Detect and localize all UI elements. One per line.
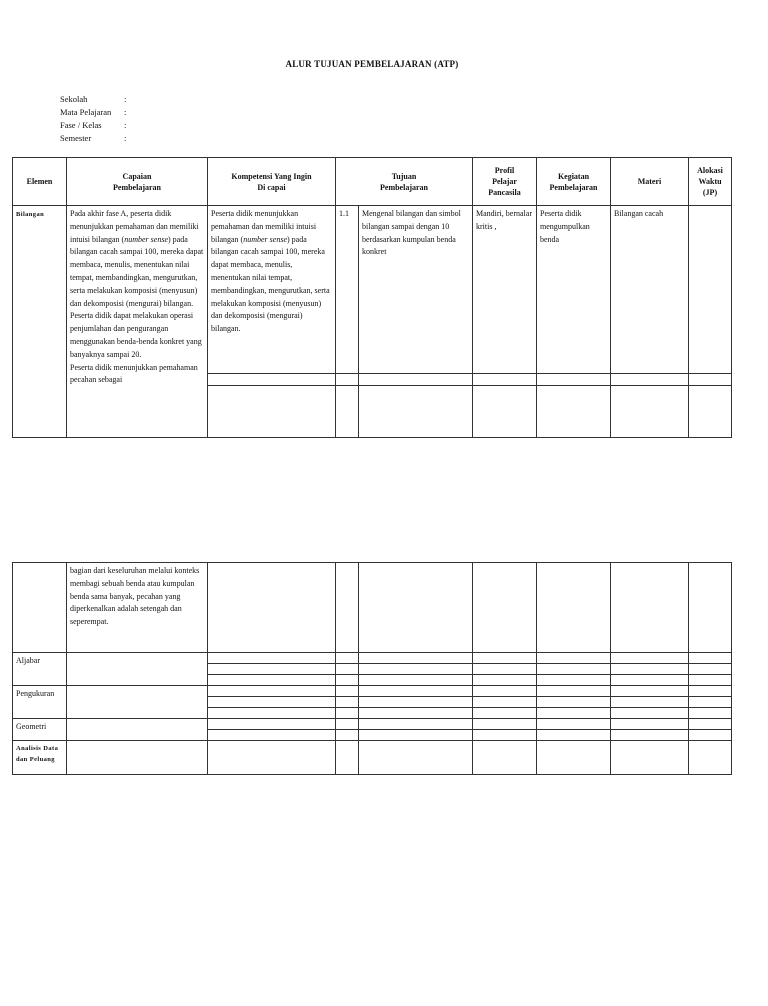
header-tujuan: Tujuan Pembelajaran <box>336 158 473 206</box>
header-alokasi: Alokasi Waktu (JP) <box>689 158 732 206</box>
cell-capaian-continued: bagian dari keseluruhan melalui konteks membagi sebuah benda atau kumpulan benda sama banyak, pecahan yang diperkenalkan adalah setengah dan seperempat. <box>67 563 208 653</box>
meta-sep: : <box>124 94 127 104</box>
meta-row-semester <box>60 132 134 145</box>
capaian-paragraph: Peserta didik dapat melakukan operasi penjumlahan dan pengurangan menggunakan benda-benda konkret yang banyaknya sampai 20. <box>70 311 202 359</box>
meta-sep: : <box>124 107 127 117</box>
table-row <box>13 686 732 697</box>
table-row <box>13 563 732 653</box>
cell-materi: Bilangan cacah <box>611 206 689 374</box>
cell-capaian <box>67 206 208 438</box>
cell-profil: Mandiri, bernalar kritis , <box>473 206 537 374</box>
meta-label: Sekolah <box>60 94 88 104</box>
header-elemen: Elemen <box>13 158 67 206</box>
meta-sep: : <box>124 133 127 143</box>
cell-elemen-bilangan: Bilangan <box>13 206 67 438</box>
table-row <box>13 653 732 664</box>
cell-alokasi <box>689 206 732 374</box>
atp-table-continued <box>12 562 732 775</box>
header-kompetensi: Kompetensi Yang Ingin Di capai <box>208 158 336 206</box>
capaian-paragraph: Pada akhir fase A, peserta didik menunjukkan pemahaman dan memiliki intuisi bilangan (number sense) pada bilangan cacah sampai 100, mereka dapat membaca, menulis, menentukan nilai tempat, membandingkan, mengurutkan, serta melakukan komposisi (menyusun) dan dekomposisi (mengurai) bilangan. <box>70 209 204 308</box>
meta-label: Fase / Kelas <box>60 120 102 130</box>
header-kegiatan: Kegiatan Pembelajaran <box>537 158 611 206</box>
header-profil: Profil Pelajar Pancasila <box>473 158 537 206</box>
table-row <box>13 741 732 775</box>
cell-tujuan: Mengenal bilangan dan simbol bilangan sampai dengan 10 berdasarkan kumpulan benda konkret <box>359 206 473 374</box>
table-row <box>13 719 732 730</box>
meta-label: Semester <box>60 133 92 143</box>
meta-row-mapel <box>60 106 134 119</box>
cell-elemen-geometri: Geometri <box>13 719 67 741</box>
table-row <box>13 206 732 374</box>
identity-block <box>60 93 134 145</box>
meta-row-sekolah <box>60 93 134 106</box>
atp-table <box>12 157 732 438</box>
header-materi: Materi <box>611 158 689 206</box>
cell-elemen-analisis: Analisis Data dan Peluang <box>13 741 67 775</box>
cell-nomor: 1.1 <box>336 206 359 374</box>
page-title: ALUR TUJUAN PEMBELAJARAN (ATP) <box>285 59 459 69</box>
header-row <box>13 158 732 206</box>
header-capaian: Capaian Pembelajaran <box>67 158 208 206</box>
cell-kompetensi: Peserta didik menunjukkan pemahaman dan memiliki intuisi bilangan (number sense) pada bilangan cacah sampai 100, mereka dapat membaca, menulis, menentukan nilai tempat, membandingkan, mengurutkan, serta melakukan komposisi (menyusun) dan dekomposisi (mengurai) bilangan. <box>208 206 336 374</box>
capaian-paragraph: Peserta didik menunjukkan pemahaman pecahan sebagai <box>70 362 198 385</box>
cell-elemen-pengukuran: Pengukuran <box>13 686 67 719</box>
cell-elemen-aljabar: Aljabar <box>13 653 67 686</box>
meta-sep: : <box>124 120 127 130</box>
meta-row-fase <box>60 119 134 132</box>
cell-kegiatan: Peserta didik mengumpulkan benda <box>537 206 611 374</box>
meta-label: Mata Pelajaran <box>60 107 112 117</box>
